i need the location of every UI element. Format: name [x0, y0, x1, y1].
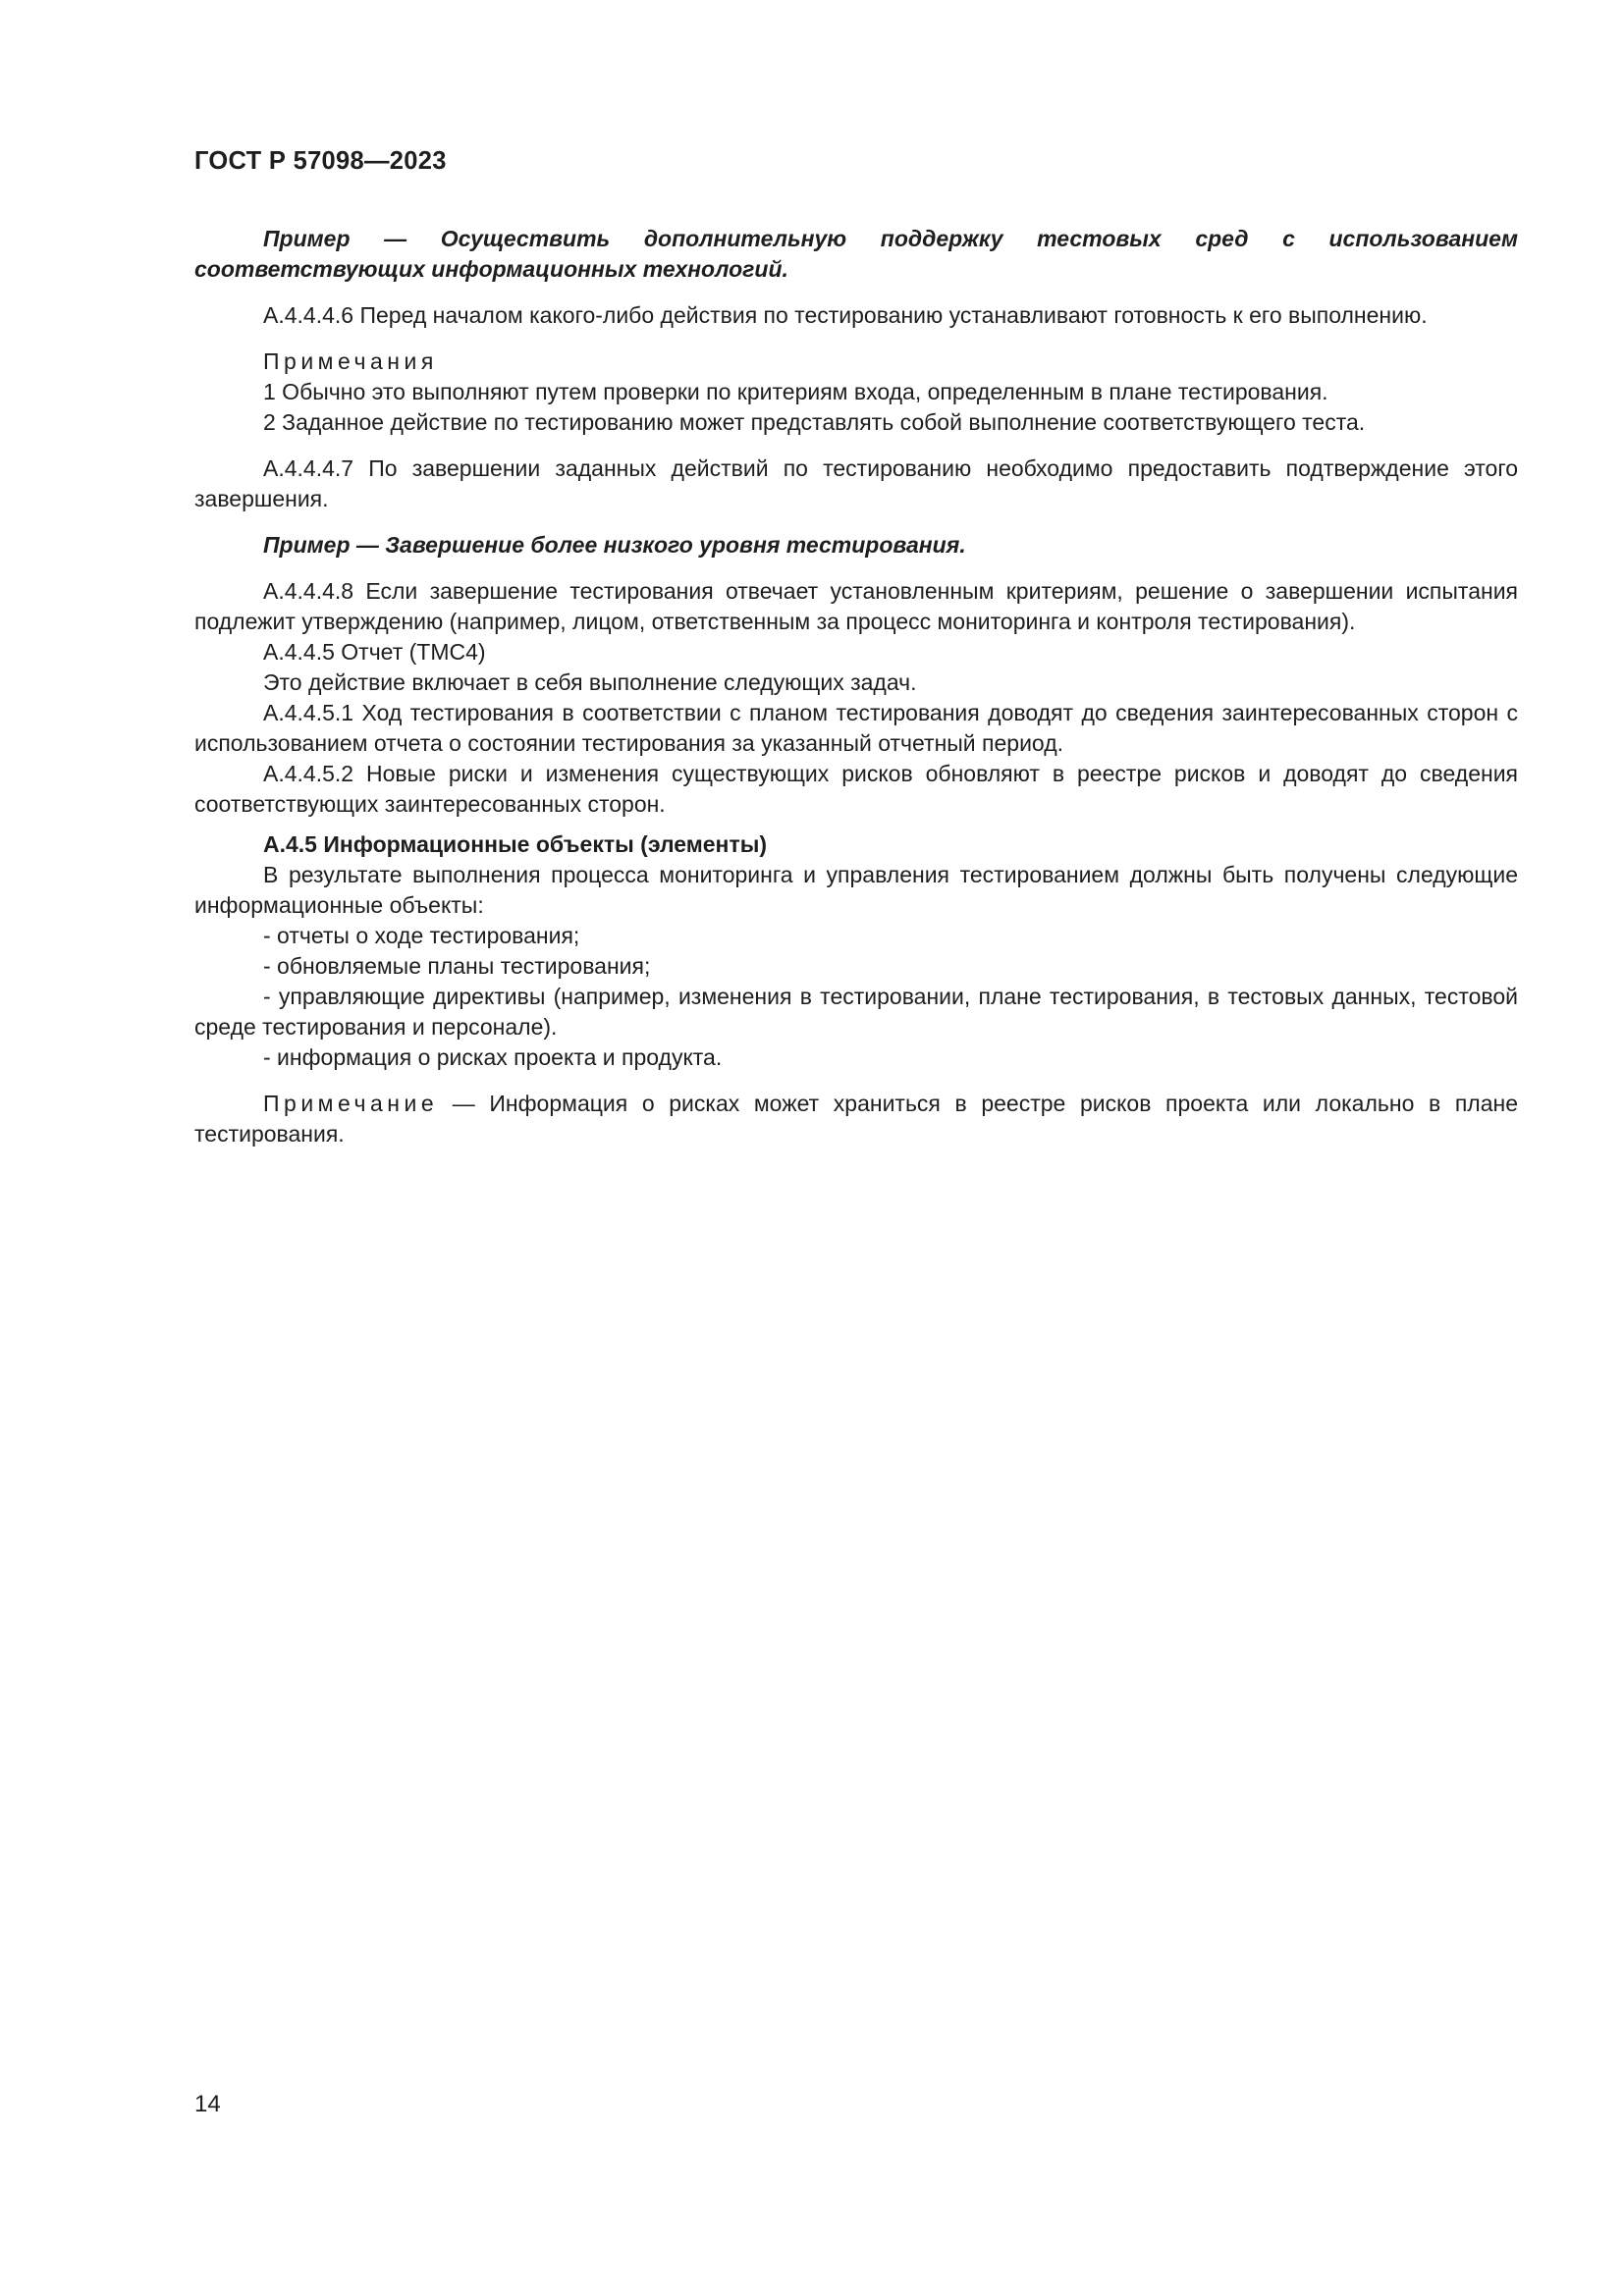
section-heading-a45: А.4.5 Информационные объекты (элементы) [263, 831, 768, 857]
note-2: 2 Заданное действие по тестированию может представлять собой выполнение соответствующего теста. [263, 409, 1366, 435]
final-note-label: Примечание [263, 1091, 439, 1116]
note-1: 1 Обычно это выполняют путем проверки по критериям входа, определенным в плане тестирования. [263, 379, 1328, 404]
example-paragraph-2: Пример — Завершение более низкого уровня тестирования. [263, 532, 966, 558]
list-item: - информация о рисках проекта и продукта. [263, 1044, 723, 1070]
clause-a44452: А.4.4.5.2 Новые риски и изменения существующих рисков обновляют в реестре рисков и доводят до сведения соответствующих заинтересованных сторон. [194, 761, 1518, 817]
clause-a44447: А.4.4.4.7 По завершении заданных действий по тестированию необходимо предоставить подтверждение этого завершения. [194, 455, 1518, 511]
clause-a4445-intro: Это действие включает в себя выполнение следующих задач. [263, 669, 917, 695]
final-note-text: — Информация о рисках может храниться в реестре рисков проекта или локально в плане тестирования. [194, 1091, 1518, 1147]
list-item: - управляющие директивы (например, изменения в тестировании, плане тестирования, в тестовых данных, тестовой среде тестирования и персонале). [194, 984, 1518, 1040]
document-body [194, 224, 1518, 1149]
list-item: - обновляемые планы тестирования; [263, 953, 651, 979]
clause-a4445-title: А.4.4.5 Отчет (ТМС4) [263, 639, 486, 665]
clause-a44446: А.4.4.4.6 Перед началом какого-либо действия по тестированию устанавливают готовность к его выполнению. [263, 302, 1428, 328]
section-a45-intro: В результате выполнения процесса мониторинга и управления тестированием должны быть получены следующие информационные объекты: [194, 862, 1518, 918]
notes-label: Примечания [263, 348, 438, 374]
document-header: ГОСТ Р 57098—2023 [194, 147, 447, 175]
example-paragraph: Пример — Осуществить дополнительную поддержку тестовых сред с использованием соответствующих информационных технологий. [194, 226, 1518, 282]
final-note [194, 1089, 1518, 1149]
page-number: 14 [194, 2091, 221, 2117]
clause-a44448: А.4.4.4.8 Если завершение тестирования отвечает установленным критериям, решение о завершении испытания подлежит утверждению (например, лицом, ответственным за процесс мониторинга и контроля тестирования). [194, 578, 1518, 634]
list-item: - отчеты о ходе тестирования; [263, 923, 580, 948]
clause-a44451: А.4.4.5.1 Ход тестирования в соответствии с планом тестирования доводят до сведения заинтересованных сторон с использованием отчета о состоянии тестирования за указанный отчетный период. [194, 700, 1518, 756]
